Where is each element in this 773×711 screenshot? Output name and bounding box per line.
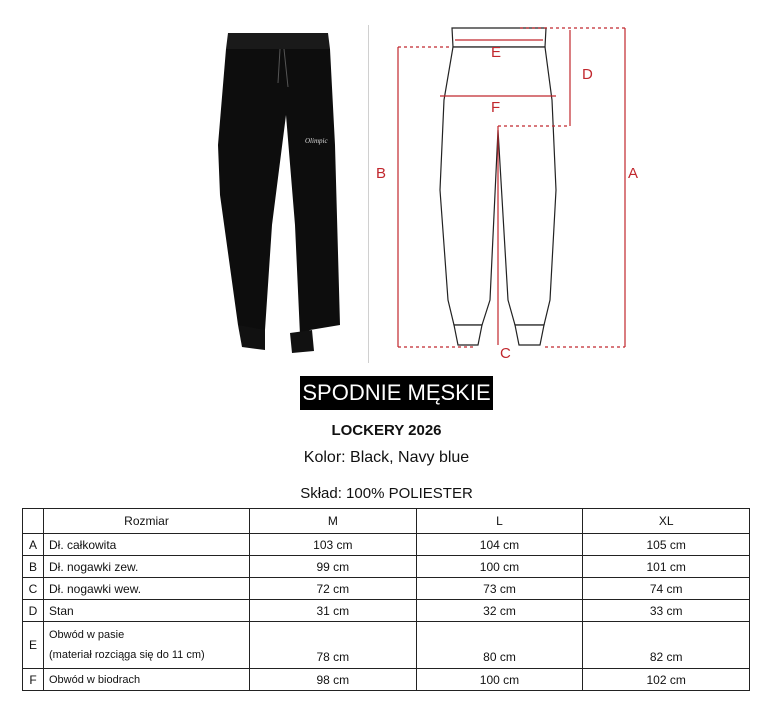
- row-name: Obwód w pasie: [49, 629, 125, 641]
- table-header-row: [23, 509, 750, 534]
- row-name-cell: [44, 622, 250, 669]
- row-name: Dł. nogawki wew.: [44, 578, 250, 600]
- label-e: E: [491, 44, 502, 61]
- label-b: B: [376, 165, 387, 182]
- label-d: D: [582, 66, 593, 83]
- header-size-xl: XL: [583, 509, 750, 534]
- divider: [368, 25, 369, 363]
- row-name: Stan: [44, 600, 250, 622]
- label-a: A: [628, 165, 639, 182]
- header-size-m: M: [250, 509, 417, 534]
- row-letter: C: [23, 578, 44, 600]
- pants-photo: [218, 33, 340, 353]
- color-line: Kolor: Black, Navy blue: [303, 449, 470, 466]
- value-l: 104 cm: [416, 534, 583, 556]
- label-f: F: [491, 99, 501, 116]
- table-row: [23, 600, 750, 622]
- value-xl: 74 cm: [583, 578, 750, 600]
- value-xl: 101 cm: [583, 556, 750, 578]
- value-m: 78 cm: [250, 622, 417, 669]
- table-row: [23, 578, 750, 600]
- header-empty-cell: [23, 509, 44, 534]
- row-name: Dł. całkowita: [44, 534, 250, 556]
- value-m: 31 cm: [250, 600, 417, 622]
- table-row: [23, 556, 750, 578]
- row-name: Obwód w biodrach: [44, 669, 250, 691]
- value-l: 80 cm: [416, 622, 583, 669]
- value-xl: 82 cm: [583, 622, 750, 669]
- value-l: 73 cm: [416, 578, 583, 600]
- logo-text: Olimpic: [305, 137, 328, 145]
- header-size-l: L: [416, 509, 583, 534]
- row-letter: F: [23, 669, 44, 691]
- row-letter: A: [23, 534, 44, 556]
- value-m: 72 cm: [250, 578, 417, 600]
- model-name: LOCKERY 2026: [331, 422, 442, 439]
- product-title: SPODNIE MĘSKIE: [300, 376, 493, 410]
- label-c: C: [500, 345, 511, 362]
- measurement-diagram: [375, 18, 665, 368]
- size-table: [22, 508, 750, 691]
- value-m: 103 cm: [250, 534, 417, 556]
- value-l: 100 cm: [416, 669, 583, 691]
- product-photo: [210, 25, 360, 355]
- value-m: 98 cm: [250, 669, 417, 691]
- header-size-label: Rozmiar: [44, 509, 250, 534]
- row-name: Dł. nogawki zew.: [44, 556, 250, 578]
- table-row: [23, 622, 750, 669]
- table-row: [23, 534, 750, 556]
- row-note: (materiał rozciąga się do 11 cm): [49, 649, 205, 661]
- value-m: 99 cm: [250, 556, 417, 578]
- value-l: 100 cm: [416, 556, 583, 578]
- value-xl: 33 cm: [583, 600, 750, 622]
- value-l: 32 cm: [416, 600, 583, 622]
- value-xl: 105 cm: [583, 534, 750, 556]
- composition-line: Skład: 100% POLIESTER: [300, 485, 473, 502]
- row-letter: B: [23, 556, 44, 578]
- table-row: [23, 669, 750, 691]
- row-letter: D: [23, 600, 44, 622]
- value-xl: 102 cm: [583, 669, 750, 691]
- row-letter: E: [23, 622, 44, 669]
